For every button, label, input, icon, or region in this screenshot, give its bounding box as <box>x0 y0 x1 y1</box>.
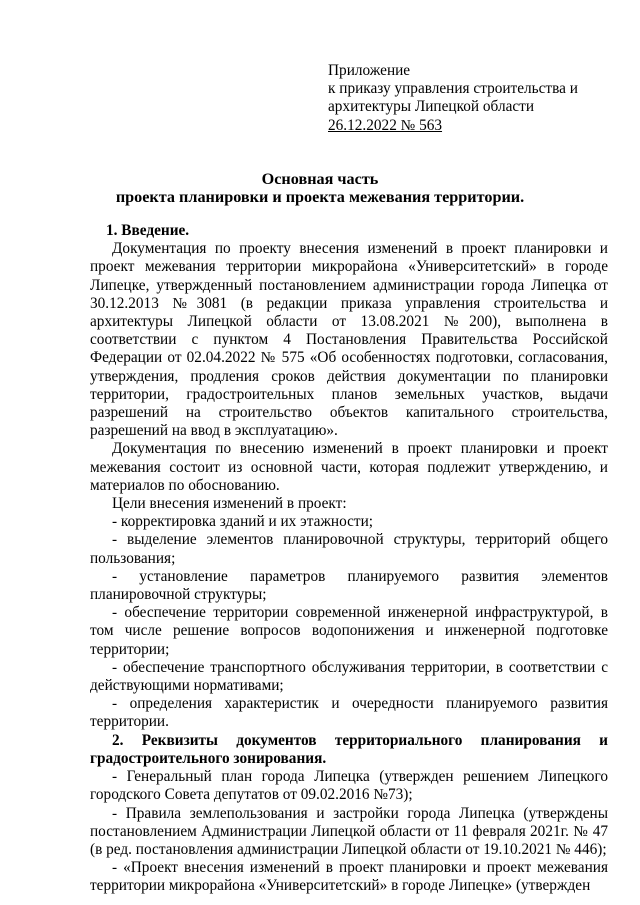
appendix-authority-line: архитектуры Липецкой области <box>328 98 535 116</box>
goal-item: - определения характеристик и очередности планируемого развития территории. <box>90 695 608 731</box>
appendix-order-line: к приказу управления строительства и <box>328 80 578 98</box>
goal-item: - обеспечение территории современной инженерной инфраструктурой, в том числе решение вопросов водопонижения и инженерной подготовке территории; <box>90 604 608 658</box>
appendix-date-number: 26.12.2022 № 563 <box>328 116 443 134</box>
appendix-label: Приложение <box>328 62 411 79</box>
appendix-block <box>328 62 618 135</box>
section-1-paragraph: Документация по внесению изменений в проект планировки и проект межевания состоит из основной части, которая подлежит утверждению, и материалов по обоснованию. <box>90 440 608 494</box>
goal-item: - обеспечение транспортного обслуживания территории, в соответствии с действующими нормативами; <box>90 658 608 695</box>
document-subtitle: проекта планировки и проекта межевания территории. <box>115 188 525 206</box>
goal-item: - корректировка зданий и их этажности; <box>112 513 374 531</box>
goals-intro: Цели внесения изменений в проект: <box>112 495 347 513</box>
goal-item: - выделение элементов планировочной структуры, территорий общего пользования; <box>90 531 608 567</box>
document-title: Основная часть <box>261 170 379 188</box>
reference-item: - «Проект внесения изменений в проект планировки и проект межевания территории микрорайона «Университетский» в городе Липецке» (утвержден <box>90 859 608 895</box>
section-1-paragraph: Документация по проекту внесения изменений в проект планировки и проект межевания территории микрорайона «Университетский» в городе Липецке, утвержденный постановлением администрации города Липецка от 30.12.2013 №3081 (в редакции приказа управления строительства и архитектуры Липецкой области от 13.08.2021 №200), выполнена в соответствии с пунктом 4 Постановления Правительства Российской Федерации от 02.04.2022 № 575 «Об особенностях подготовки, согласования, утверждения, продления сроков действия документации по планировки территории, градостроительных планов земельных участков, выдачи разрешений на строительство объектов капитального строительства, разрешений на ввод в эксплуатацию». <box>90 240 608 440</box>
goal-item: - установление параметров планируемого развития элементов планировочной структуры; <box>90 567 608 604</box>
reference-item: - Генеральный план города Липецка (утвержден решением Липецкого городского Совета депутатов от 09.02.2016 №73); <box>90 768 608 804</box>
section-1-heading: 1. Введение. <box>106 222 190 239</box>
document-body <box>90 222 608 896</box>
section-2-heading: 2. Реквизиты документов территориального планирования и градостроительного зонирования. <box>90 731 608 767</box>
reference-item: - Правила землепользования и застройки города Липецка (утверждены постановлением Администрации Липецкой области от 11 февраля 2021г. № 47 (в ред. постановления администрации Липецкой области от 19.10.2021 № 446); <box>90 804 608 858</box>
